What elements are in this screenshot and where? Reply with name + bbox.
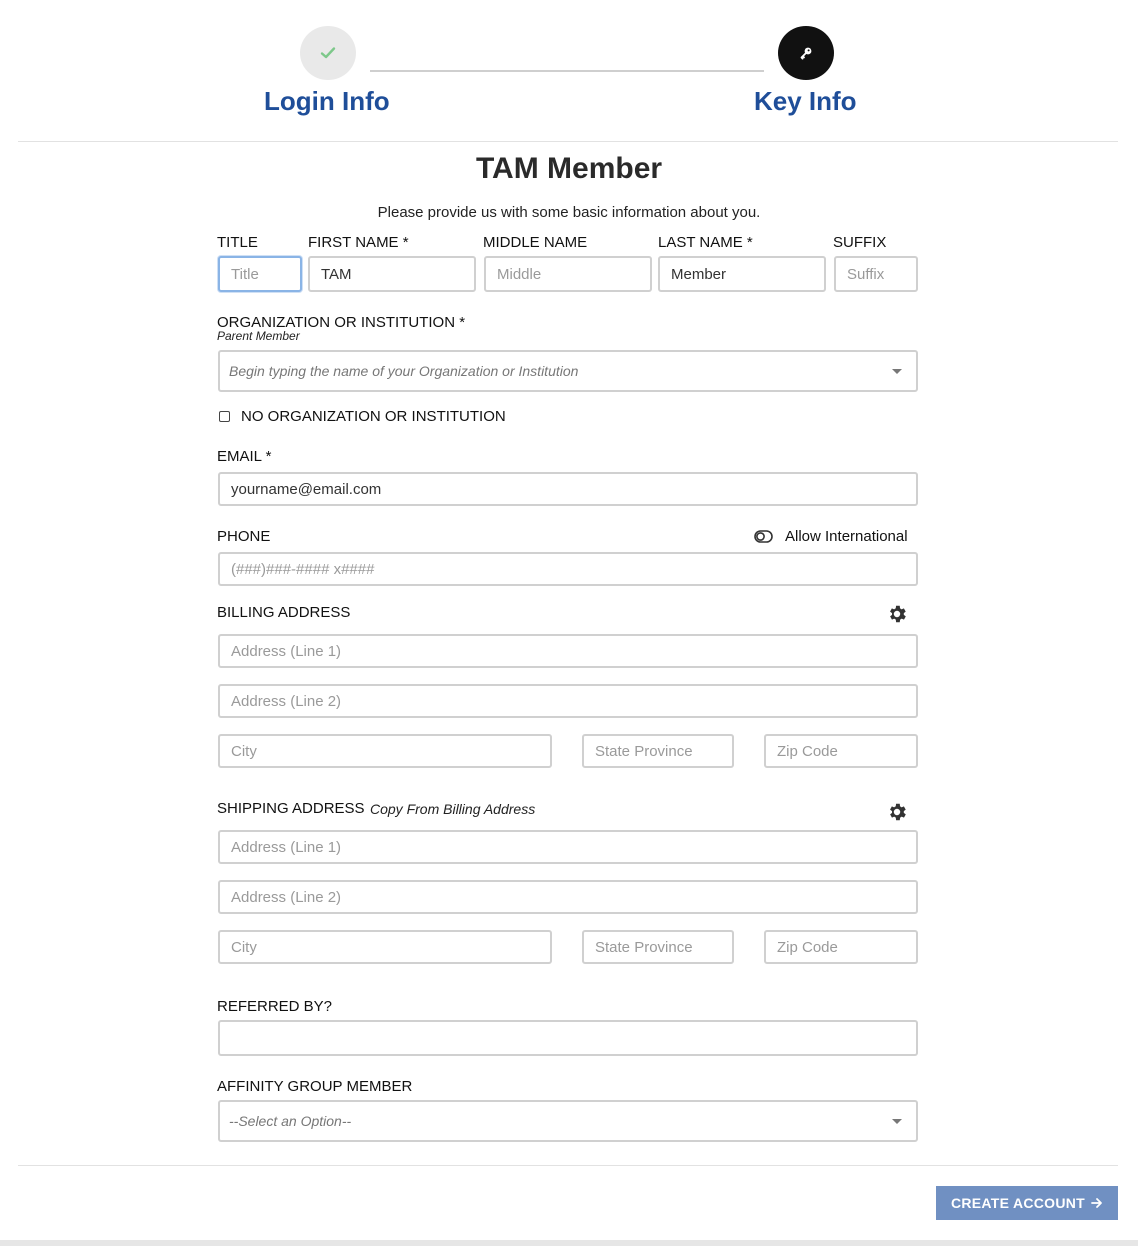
suffix-label: SUFFIX — [833, 234, 887, 251]
top-divider — [18, 141, 1118, 142]
middle-name-label: MIDDLE NAME — [483, 234, 588, 251]
allow-international-label[interactable]: Allow International — [785, 528, 908, 545]
stepper-connector — [370, 70, 764, 72]
create-account-label: CREATE ACCOUNT — [950, 1195, 1086, 1211]
suffix-input[interactable] — [834, 256, 918, 292]
last-name-input[interactable] — [658, 256, 826, 292]
shipping-city-input[interactable] — [218, 930, 552, 964]
gear-icon[interactable] — [886, 801, 908, 823]
bottom-divider — [18, 1165, 1118, 1166]
no-organization-checkbox[interactable] — [219, 411, 230, 422]
footer-bar — [0, 1240, 1138, 1246]
phone-label: PHONE — [217, 528, 271, 545]
billing-zip-input[interactable] — [764, 734, 918, 768]
phone-input[interactable] — [218, 552, 918, 586]
billing-city-input[interactable] — [218, 734, 552, 768]
shipping-address-label: SHIPPING ADDRESS — [217, 800, 365, 817]
billing-address-line2-input[interactable] — [218, 684, 918, 718]
check-icon — [320, 46, 336, 60]
billing-address-line1-input[interactable] — [218, 634, 918, 668]
last-name-label: LAST NAME * — [658, 234, 753, 251]
affinity-group-label: AFFINITY GROUP MEMBER — [217, 1078, 413, 1095]
copy-from-billing-link[interactable]: Copy From Billing Address — [370, 801, 536, 817]
referred-by-input[interactable] — [218, 1020, 918, 1056]
step-login-info-label[interactable]: Login Info — [264, 86, 390, 116]
key-icon — [798, 45, 814, 61]
affinity-group-select[interactable] — [218, 1100, 918, 1142]
gear-icon[interactable] — [886, 603, 908, 625]
step-key-info-label[interactable]: Key Info — [754, 86, 857, 116]
shipping-address-line1-input[interactable] — [218, 830, 918, 864]
toggle-icon[interactable] — [754, 530, 774, 543]
step-login-info-circle[interactable] — [300, 26, 356, 80]
organization-sublabel: Parent Member — [217, 329, 300, 343]
create-account-button[interactable] — [936, 1186, 1118, 1220]
shipping-state-input[interactable] — [582, 930, 734, 964]
shipping-address-line2-input[interactable] — [218, 880, 918, 914]
shipping-zip-input[interactable] — [764, 930, 918, 964]
first-name-label: FIRST NAME * — [308, 234, 409, 251]
first-name-input[interactable] — [308, 256, 476, 292]
affinity-group-selected: --Select an Option-- — [229, 1113, 352, 1129]
chevron-down-icon — [892, 369, 902, 374]
organization-label: ORGANIZATION OR INSTITUTION * — [217, 314, 466, 331]
organization-select[interactable] — [218, 350, 918, 392]
arrow-right-icon — [1091, 1197, 1103, 1209]
title-label: TITLE — [217, 234, 258, 251]
email-label: EMAIL * — [217, 448, 272, 465]
no-organization-label[interactable]: NO ORGANIZATION OR INSTITUTION — [241, 408, 506, 425]
middle-name-input[interactable] — [484, 256, 652, 292]
email-input[interactable] — [218, 472, 918, 506]
organization-placeholder: Begin typing the name of your Organization or Institution — [229, 363, 579, 379]
page-title: TAM Member — [475, 152, 663, 185]
chevron-down-icon — [892, 1119, 902, 1124]
step-key-info-circle[interactable] — [778, 26, 834, 80]
referred-by-label: REFERRED BY? — [217, 998, 333, 1015]
intro-text: Please provide us with some basic information about you. — [377, 204, 761, 221]
billing-address-label: BILLING ADDRESS — [217, 604, 351, 621]
billing-state-input[interactable] — [582, 734, 734, 768]
title-input[interactable] — [218, 256, 302, 292]
